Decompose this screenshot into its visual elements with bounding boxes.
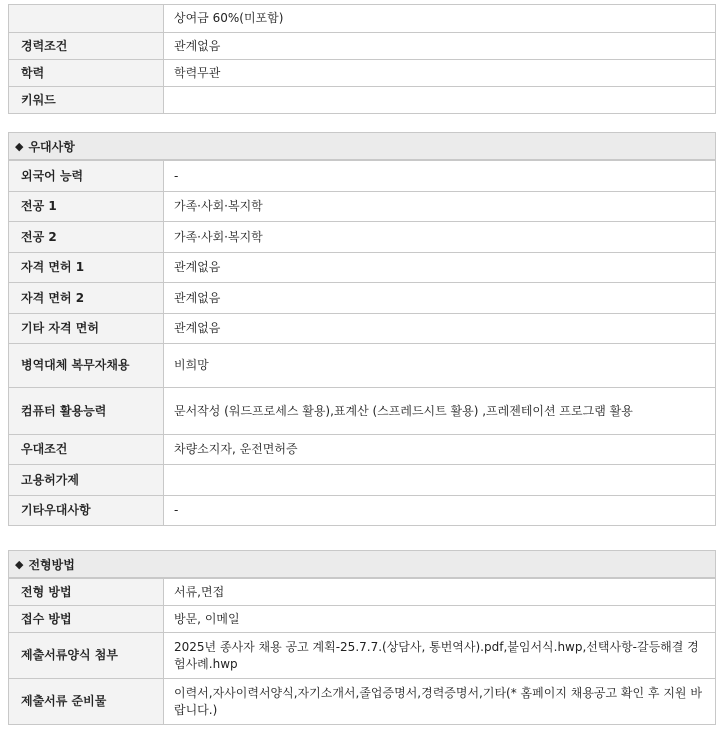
row-value: 가족·사회·복지학 (164, 222, 716, 253)
diamond-icon: ◆ (15, 139, 24, 153)
row-label: 전공 2 (9, 222, 164, 253)
preferences-table (8, 160, 716, 526)
table-row (9, 606, 716, 633)
table-row (9, 87, 716, 114)
attachment-value[interactable]: 2025년 종사자 채용 공고 계획-25.7.7.(상담사, 통번역사).pdf,붙임서식.hwp,선택사항-갈등해결 경험사례.hwp (164, 633, 716, 679)
row-value: 관계없음 (164, 33, 716, 60)
job-conditions-section (8, 4, 716, 114)
row-value: 비희망 (164, 344, 716, 388)
table-row (9, 314, 716, 344)
row-value: 차량소지자, 운전면허증 (164, 435, 716, 465)
table-row (9, 388, 716, 435)
row-label: 기타우대사항 (9, 496, 164, 526)
row-label: 기타 자격 면허 (9, 314, 164, 344)
row-label: 전형 방법 (9, 579, 164, 606)
row-value: 가족·사회·복지학 (164, 192, 716, 222)
job-conditions-table (8, 4, 716, 114)
preferences-section (8, 132, 716, 526)
table-row (9, 60, 716, 87)
table-row (9, 465, 716, 496)
table-row (9, 679, 716, 725)
row-label: 병역대체 복무자채용 (9, 344, 164, 388)
table-row (9, 633, 716, 679)
table-row (9, 496, 716, 526)
row-value: 이력서,자사이력서양식,자기소개서,졸업증명서,경력증명서,기타(* 홈페이지 채용공고 확인 후 지원 바랍니다.) (164, 679, 716, 725)
table-row (9, 33, 716, 60)
selection-table (8, 578, 716, 725)
row-label: 외국어 능력 (9, 161, 164, 192)
row-value: 관계없음 (164, 253, 716, 283)
row-label: 컴퓨터 활용능력 (9, 388, 164, 435)
table-row (9, 5, 716, 33)
row-value (164, 87, 716, 114)
row-value (164, 465, 716, 496)
table-row (9, 192, 716, 222)
row-label: 키워드 (9, 87, 164, 114)
row-value: 관계없음 (164, 283, 716, 314)
row-value: 방문, 이메일 (164, 606, 716, 633)
table-row (9, 253, 716, 283)
row-value: 서류,면접 (164, 579, 716, 606)
section-title: 전형방법 (28, 557, 75, 572)
row-value: 상여금 60%(미포함) (164, 5, 716, 33)
row-value: - (164, 496, 716, 526)
row-value: - (164, 161, 716, 192)
row-label: 접수 방법 (9, 606, 164, 633)
table-row (9, 435, 716, 465)
row-label: 제출서류양식 첨부 (9, 633, 164, 679)
row-value: 학력무관 (164, 60, 716, 87)
row-label: 우대조건 (9, 435, 164, 465)
row-value: 문서작성 (워드프로세스 활용),표계산 (스프레드시트 활용) ,프레젠테이션 프로그램 활용 (164, 388, 716, 435)
table-row (9, 222, 716, 253)
section-title: 우대사항 (28, 139, 75, 154)
row-label: 제출서류 준비물 (9, 679, 164, 725)
table-row (9, 161, 716, 192)
diamond-icon: ◆ (15, 557, 24, 571)
row-label: 경력조건 (9, 33, 164, 60)
table-row (9, 283, 716, 314)
table-row (9, 344, 716, 388)
table-row (9, 579, 716, 606)
row-label: 고용허가제 (9, 465, 164, 496)
row-value: 관계없음 (164, 314, 716, 344)
row-label (9, 5, 164, 33)
selection-section (8, 550, 716, 725)
row-label: 자격 면허 1 (9, 253, 164, 283)
selection-header (8, 550, 716, 578)
preferences-header (8, 132, 716, 160)
row-label: 전공 1 (9, 192, 164, 222)
row-label: 자격 면허 2 (9, 283, 164, 314)
row-label: 학력 (9, 60, 164, 87)
